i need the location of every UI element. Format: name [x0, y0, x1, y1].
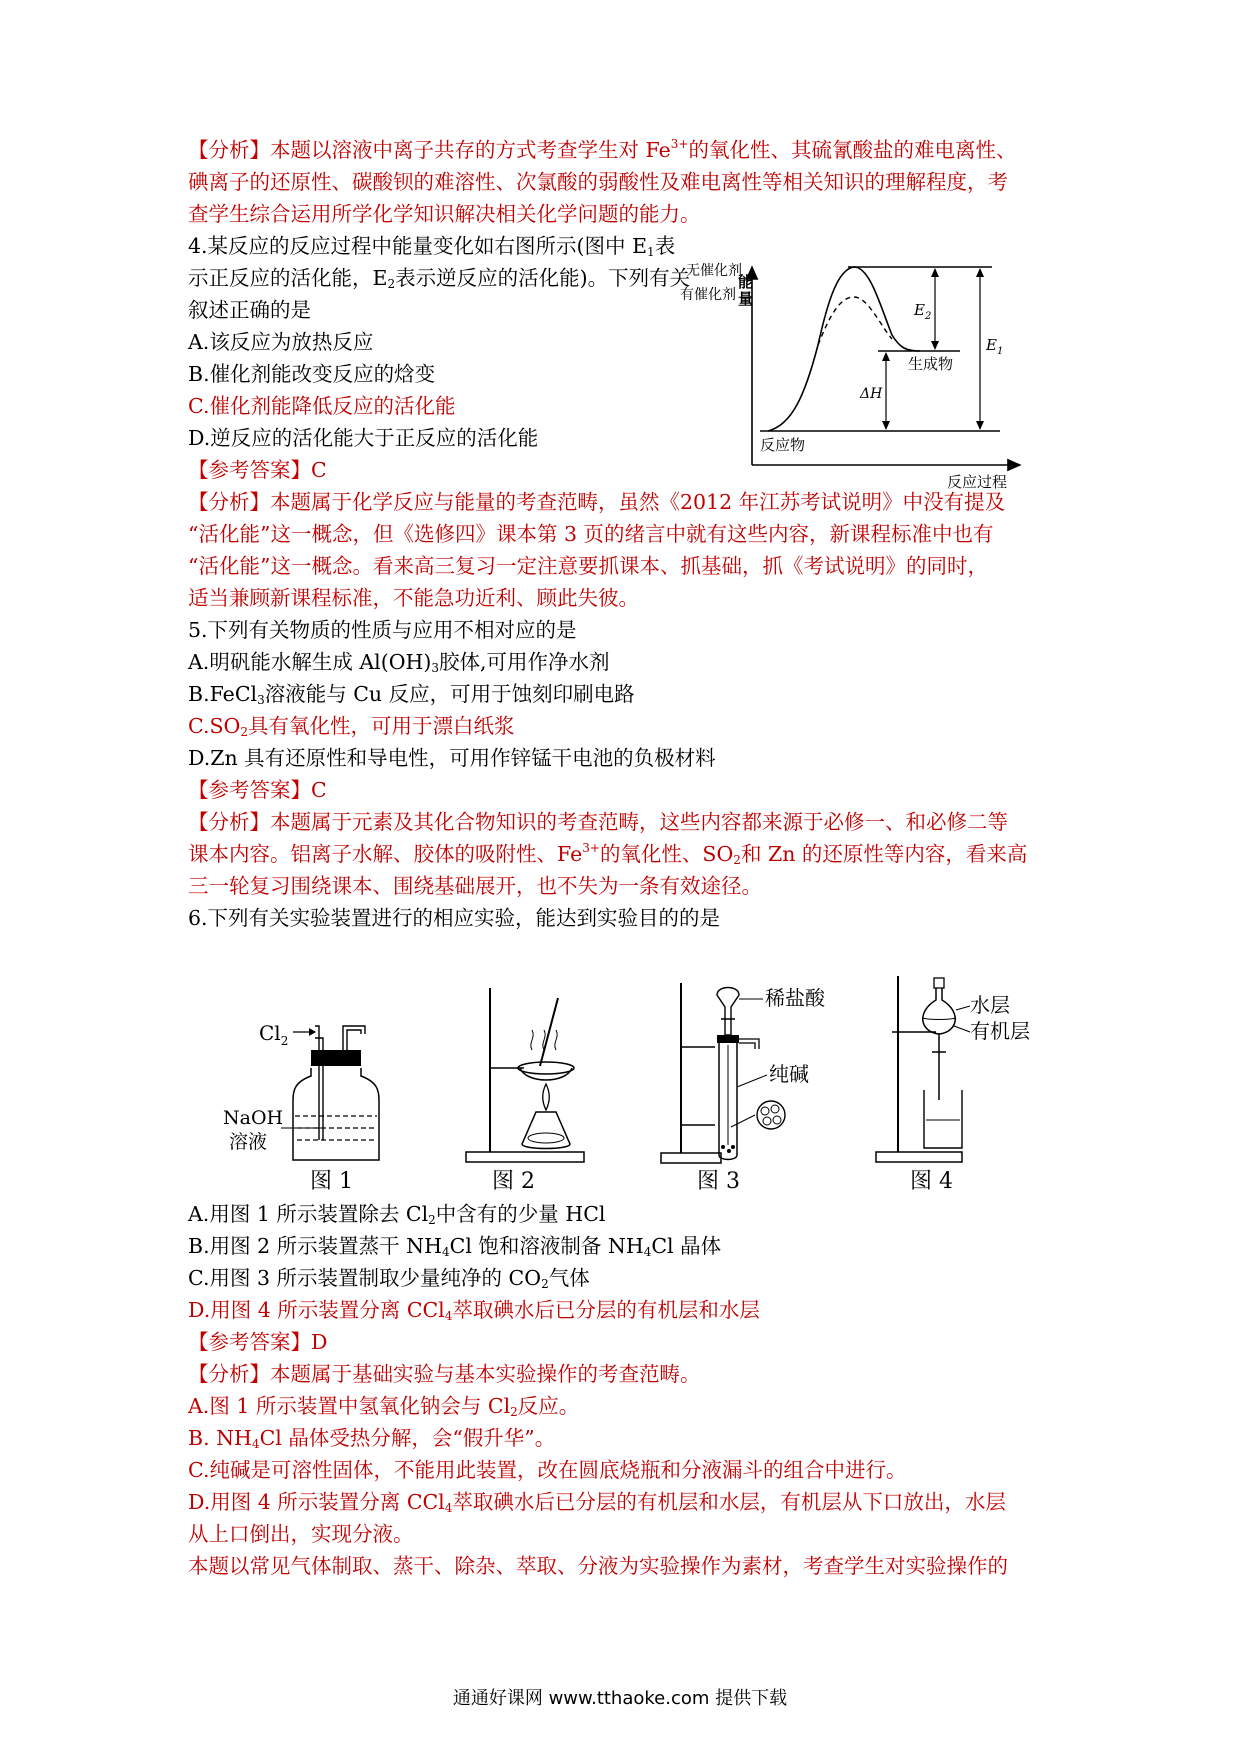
q4-stem-line-2: 示正反应的活化能，$E_2$表示逆反应的活化能)。下列有关 [188, 266, 691, 291]
q6-analysis-summary: 本题以常见气体制取、蒸干、除杂、萃取、分液为实验操作为素材，考查学生对实验操作的 [188, 1554, 1008, 1578]
q5-analysis-line-2: 课本内容。铝离子水解、胶体的吸附性、$Fe^{3+}$的氧化性、$SO_2$和 Zn 的还原性等内容，看来高 [188, 841, 1028, 867]
no-catalyst-curve [768, 267, 920, 431]
q4-option-a: A.该反应为放热反应 [188, 330, 374, 354]
q6-option-a: A.用图 1 所示装置除去 $Cl_2$中含有的少量 HCl [188, 1202, 606, 1227]
q6-analysis-d-line-1: D.用图 4 所示装置分离 CCl$_4$萃取碘水后已分层的有机层和水层，有机层从下口放出，水层 [188, 1490, 1006, 1515]
fig4-organic-label: 有机层 [970, 1019, 1030, 1043]
fig1-solution-label-1: NaOH [223, 1107, 284, 1129]
figure-4-apparatus [870, 970, 1045, 1165]
q3-analysis-line-1: 【分析】本题以溶液中离子共存的方式考查学生对 $Fe^{3+}$的氧化性、其硫氰酸盐的难电离性、 [188, 137, 1017, 162]
figure-4-label: 图 4 [910, 1169, 953, 1194]
q6-analysis-intro: 【分析】本题属于基础实验与基本实验操作的考查范畴。 [188, 1362, 701, 1386]
q5-answer: 【参考答案】C [188, 778, 327, 802]
q4-analysis-line-2: “活化能”这一概念，但《选修四》课本第 3 页的绪言中就有这些内容，新课程标准中也有 [188, 522, 994, 546]
q5-option-c: $C.SO_2$具有氧化性，可用于漂白纸浆 [188, 714, 515, 739]
figure-1-label: 图 1 [310, 1169, 353, 1194]
e2-label: $E_2$ [914, 301, 932, 322]
energy-diagram [680, 255, 1030, 491]
fig1-gas-label: $Cl_2$ [259, 1021, 289, 1048]
q4-option-c: C.催化剂能降低反应的活化能 [188, 394, 456, 418]
q6-option-d: D.用图 4 所示装置分离 CCl$_4$萃取碘水后已分层的有机层和水层 [188, 1298, 760, 1323]
q5-option-d: D.Zn 具有还原性和导电性，可用作锌锰干电池的负极材料 [188, 746, 716, 770]
q4-option-d: D.逆反应的活化能大于正反应的活化能 [188, 426, 539, 450]
q4-option-b: B.催化剂能改变反应的焓变 [188, 362, 436, 386]
q6-analysis-b: B. $NH_4Cl$ 晶体受热分解，会“假升华”。 [188, 1426, 556, 1451]
figure-2-label: 图 2 [492, 1169, 535, 1194]
delta-h-label: ΔH [860, 386, 883, 402]
e1-label: $E_1$ [986, 336, 1004, 357]
q5-option-b: B.FeCl$_3$溶液能与 Cu 反应，可用于蚀刻印刷电路 [188, 682, 635, 707]
y-axis-label: 能 量 [738, 273, 754, 308]
q4-stem-line-1: 4.某反应的反应过程中能量变化如右图所示(图中 $E_1$表 [188, 234, 676, 259]
q6-option-b: B.用图 2 所示装置蒸干 $NH_4Cl$ 饱和溶液制备 $NH_4Cl$ 晶体 [188, 1234, 722, 1259]
fig3-acid-label: 稀盐酸 [765, 986, 825, 1010]
q4-answer: 【参考答案】C [188, 458, 327, 482]
q6-stem: 6.下列有关实验装置进行的相应实验，能达到实验目的的是 [188, 906, 721, 930]
q5-analysis-line-3: 三一轮复习围绕课本、围绕基础展开，也不失为一条有效途径。 [188, 874, 762, 898]
q5-stem: 5.下列有关物质的性质与应用不相对应的是 [188, 618, 577, 642]
catalyst-label: 有催化剂 [680, 287, 736, 303]
page-footer: 通通好课网 www.tthaoke.com 提供下载 [452, 1688, 788, 1709]
fig1-solution-label-2: 溶液 [229, 1131, 268, 1153]
q6-option-c: C.用图 3 所示装置制取少量纯净的 $CO_2$气体 [188, 1266, 590, 1291]
figure-2-apparatus [460, 980, 600, 1165]
q6-answer: 【参考答案】D [188, 1330, 328, 1354]
fig4-water-label: 水层 [970, 993, 1010, 1017]
q4-stem-line-3: 叙述正确的是 [188, 298, 311, 322]
q4-analysis-line-4: 适当兼顾新课程标准，不能急功近利、顾此失彼。 [188, 586, 639, 610]
figure-3-apparatus [655, 975, 860, 1165]
figure-1-apparatus [215, 990, 390, 1160]
product-label: 生成物 [908, 355, 954, 373]
fig3-solid-label: 纯碱 [769, 1062, 809, 1086]
q6-analysis-a: A.图 1 所示装置中氢氧化钠会与 $Cl_2$反应。 [188, 1394, 580, 1419]
q4-analysis-line-3: “活化能”这一概念。看来高三复习一定注意要抓课本、抓基础，抓《考试说明》的同时， [188, 554, 988, 578]
q5-analysis-line-1: 【分析】本题属于元素及其化合物知识的考查范畴，这些内容都来源于必修一、和必修二等 [188, 810, 1008, 834]
q5-option-a: A.明矾能水解生成 $Al(OH)_3$胶体,可用作净水剂 [188, 650, 610, 675]
x-axis-label: 反应过程 [947, 473, 1008, 491]
figure-3-label: 图 3 [697, 1169, 740, 1194]
q4-analysis-line-1: 【分析】本题属于化学反应与能量的考查范畴，虽然《2012 年江苏考试说明》中没有提及 [188, 490, 1006, 514]
q6-analysis-d-line-2: 从上口倒出，实现分液。 [188, 1522, 414, 1546]
q3-analysis-line-2: 碘离子的还原性、碳酸钡的难溶性、次氯酸的弱酸性及难电离性等相关知识的理解程度，考 [188, 170, 1008, 194]
q6-analysis-c: C.纯碱是可溶性固体，不能用此装置，改在圆底烧瓶和分液漏斗的组合中进行。 [188, 1458, 907, 1482]
reactant-label: 反应物 [760, 436, 806, 454]
q3-analysis-line-3: 查学生综合运用所学化学知识解决相关化学问题的能力。 [188, 202, 701, 226]
no-catalyst-label: 无催化剂 [686, 263, 742, 279]
